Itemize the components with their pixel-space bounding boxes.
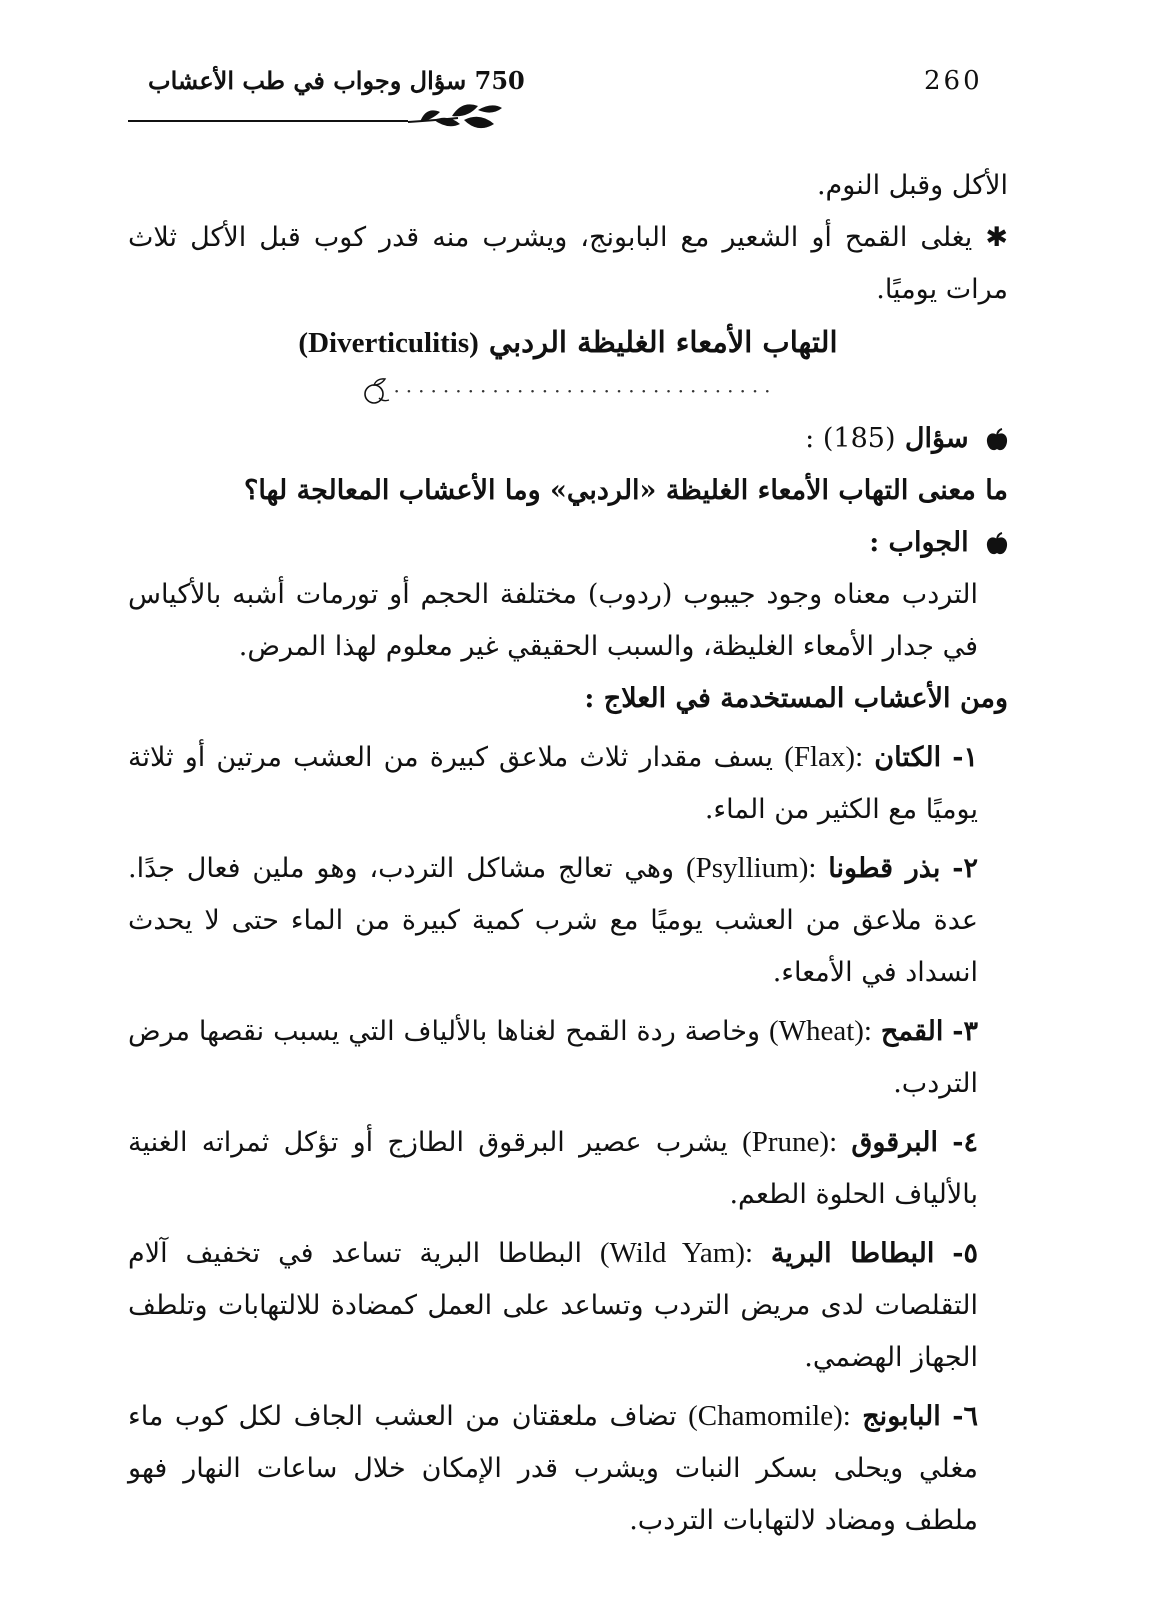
herb-item: [128, 1227, 1008, 1384]
herb-name-en: (Chamomile):: [688, 1400, 851, 1432]
herb-number: ٣-: [952, 1016, 978, 1047]
apple-icon: [986, 532, 1008, 556]
herb-name-ar: بذر قطونا: [828, 853, 941, 884]
herb-name-en: (Wheat):: [768, 1015, 872, 1047]
bullet-text: يغلى القمح أو الشعير مع البابونج، ويشرب منه قدر كوب قبل الأكل ثلاث مرات يوميًا.: [128, 222, 1008, 305]
herb-number: ٦-: [952, 1401, 978, 1432]
question-text: ما معنى التهاب الأمعاء الغليظة «الردبي» وما الأعشاب المعالجة لها؟: [243, 475, 1008, 506]
page-number: 260: [924, 66, 983, 96]
answer-definition: التردب معناه وجود جيبوب (ردوب) مختلفة الحجم أو تورمات أشبه بالأكياس في جدار الأمعاء الغليظة، والسبب الحقيقي غير معلوم لهذا المرض.: [128, 579, 978, 662]
herb-name-ar: القمح: [880, 1016, 944, 1047]
herb-description: يشرب عصير البرقوق الطازج أو تؤكل ثمراته الغنية بالألياف الحلوة الطعم.: [128, 1127, 978, 1210]
herb-description: تضاف ملعقتان من العشب الجاف لكل كوب ماء مغلي ويحلى بسكر النبات ويشرب قدر الإمكان خلال ساعات النهار فهو ملطف ومضاد لالتهابات التردب.: [128, 1401, 978, 1536]
section-title: [128, 316, 1008, 369]
header-rule: [128, 120, 408, 122]
herb-description: البطاطا البرية تساعد في تخفيف آلام التقلصات لدى مريض التردب وتساعد على العمل كمضادة للالتهابات وتلطف الجهاز الهضمي.: [128, 1238, 978, 1373]
herb-name-en: (Psyllium):: [685, 852, 817, 884]
herb-item: [128, 1116, 1008, 1221]
herb-name-ar: البابونج: [862, 1401, 941, 1432]
herb-item: [128, 1390, 1008, 1547]
herb-number: ٤-: [952, 1127, 978, 1158]
herb-description: يسف مقدار ثلاث ملاعق كبيرة من العشب مرتين أو ثلاثة يوميًا مع الكثير من الماء.: [128, 742, 978, 825]
bullet-paragraph: [128, 212, 1008, 316]
herb-number: ٥-: [952, 1238, 978, 1269]
herb-description: وهي تعالج مشاكل التردب، وهو ملين فعال جدًا. عدة ملاعق من العشب يوميًا مع شرب كمية كبيرة من الماء حتى لا يحدث انسداد في الأمعاء.: [128, 853, 978, 988]
apple-icon: [986, 428, 1008, 452]
herb-name-ar: الكتان: [874, 742, 942, 773]
fruit-sprig-icon: [359, 374, 393, 408]
answer-heading: [128, 517, 1008, 569]
page-header: [128, 62, 983, 132]
herb-name-en: (Wild Yam):: [599, 1237, 754, 1269]
star-bullet-icon: ✱: [985, 222, 1008, 253]
question-heading: [128, 413, 1008, 465]
running-title: 750 سؤال وجواب في طب الأعشاب: [148, 66, 525, 95]
herb-description: وخاصة ردة القمح لغناها بالألياف التي يسبب نقصها مرض التردب.: [128, 1016, 978, 1099]
herb-name-ar: البطاطا البرية: [770, 1238, 935, 1269]
herb-number: ١-: [952, 742, 978, 773]
answer-label: الجواب :: [869, 527, 969, 558]
page-body: [128, 160, 1008, 1547]
herb-name-ar: البرقوق: [851, 1127, 938, 1158]
section-title-en: (Diverticulitis): [298, 327, 479, 359]
herb-number: ٢-: [952, 853, 978, 884]
herb-item: [128, 1005, 1008, 1110]
herbs-heading: ومن الأعشاب المستخدمة في العلاج :: [584, 683, 1008, 714]
herb-name-en: (Prune):: [742, 1126, 838, 1158]
herb-name-en: (Flax):: [784, 741, 864, 773]
herb-item: [128, 731, 1008, 836]
leaf-ornament-icon: [408, 100, 504, 140]
question-label: سؤال: [904, 423, 969, 454]
section-divider: [128, 369, 1008, 413]
intro-line: الأكل وقبل النوم.: [816, 170, 1008, 201]
question-number: (185) :: [805, 423, 896, 454]
section-title-ar: التهاب الأمعاء الغليظة الردبي: [488, 325, 838, 359]
dotted-line: ·······························: [393, 379, 777, 403]
herb-item: [128, 842, 1008, 999]
